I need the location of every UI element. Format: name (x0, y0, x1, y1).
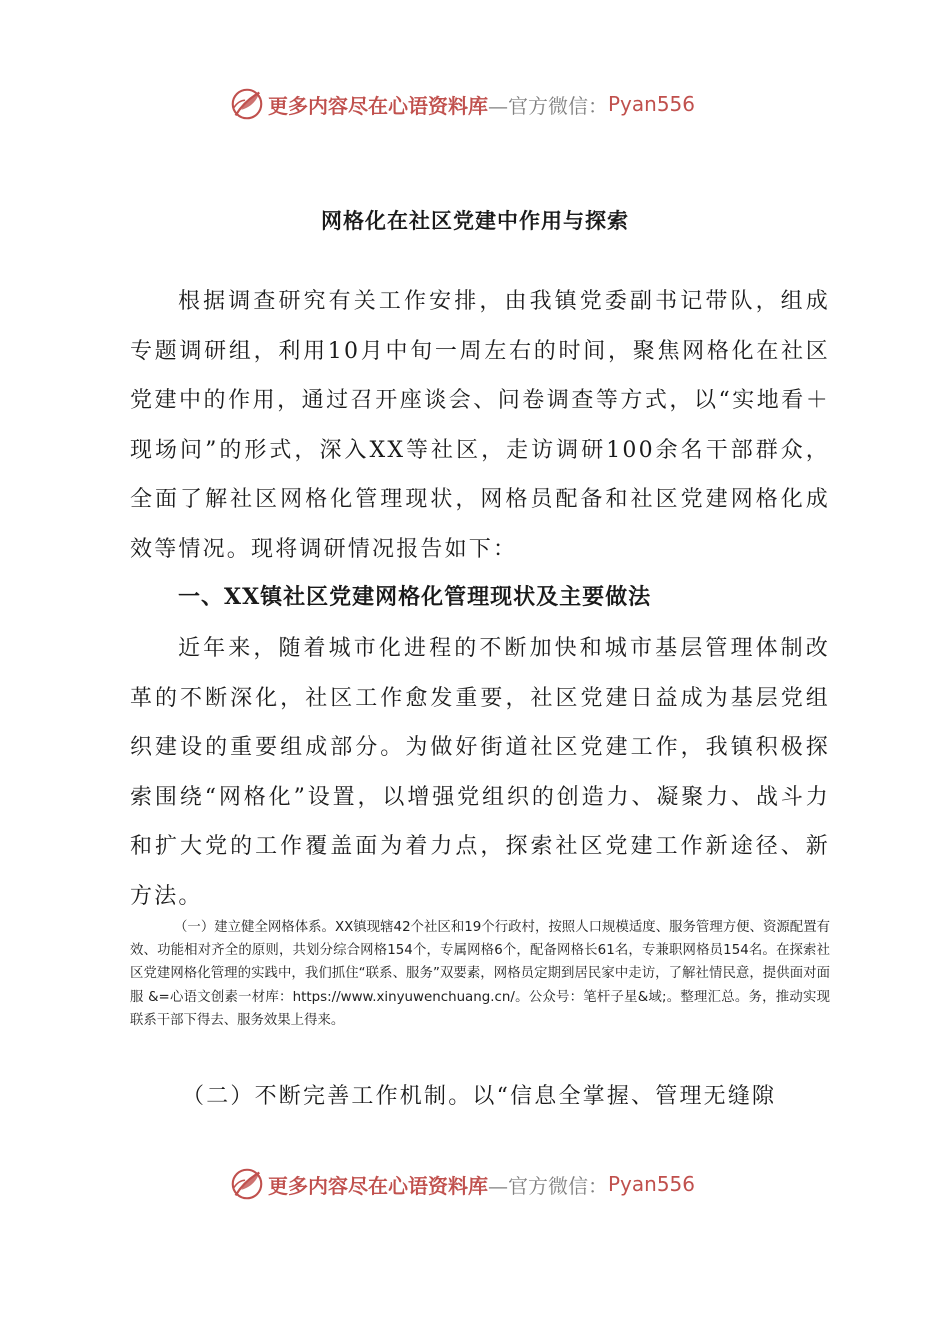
paragraph-background: 近年来，随着城市化进程的不断加快和城市基层管理体制改革的不断深化，社区工作愈发重要，社区党建日益成为基层党组织建设的重要组成部分。为做好街道社区党建工作，我镇积极探索围绕“网格化”设置，以增强党组织的创造力、凝聚力、战斗力和扩大党的工作覆盖面为着力点，探索社区党建工作新途径、新方法。 (130, 636, 830, 909)
section-heading-1: 一、XX镇社区党建网格化管理现状及主要做法 (178, 584, 652, 610)
banner-main-text: 更多内容尽在心语资料库 (268, 1173, 488, 1198)
leaf-logo-icon (228, 1165, 266, 1203)
header-banner (228, 84, 695, 124)
banner-account: Pyan556 (608, 92, 696, 116)
banner-wechat-label: —官方微信： (488, 1173, 608, 1198)
paragraph-grid-system: （一）建立健全网格体系。XX镇现辖42个社区和19个行政村，按照人口规模适度、服务管理方便、资源配置有效、功能相对齐全的原则，共划分综合网格154个，专属网格6个，配备网格长61名，专兼职网格员154名。在探索社区党建网格化管理的实践中，我们抓住“联系、服务”双要素，网格员定期到居民家中走访，了解社情民意，提供面对面服 &=心语文创素一材库：https://www.xinyuwenchuang.cn/。公众号：笔杆子星&域;。整理汇总。务，推动实现联系干部下得去、服务效果上得来。 (130, 920, 830, 1028)
document-title: 网格化在社区党建中作用与探索 (321, 208, 629, 233)
paragraph-mechanism: （二）不断完善工作机制。以“信息全掌握、管理无缝隙 (182, 1084, 777, 1109)
banner-main-text: 更多内容尽在心语资料库 (268, 93, 488, 118)
footer-banner (228, 1164, 695, 1204)
leaf-logo-icon (228, 85, 266, 123)
paragraph-intro: 根据调查研究有关工作安排，由我镇党委副书记带队，组成专题调研组，利用10月中旬一周左右的时间，聚焦网格化在社区党建中的作用，通过召开座谈会、问卷调查等方式，以“实地看＋现场问”的形式，深入XX等社区，走访调研100余名干部群众，全面了解社区网格化管理现状，网格员配备和社区党建网格化成效等情况。现将调研情况报告如下： (130, 289, 830, 562)
banner-wechat-label: —官方微信： (488, 93, 608, 118)
banner-account: Pyan556 (608, 1172, 696, 1196)
